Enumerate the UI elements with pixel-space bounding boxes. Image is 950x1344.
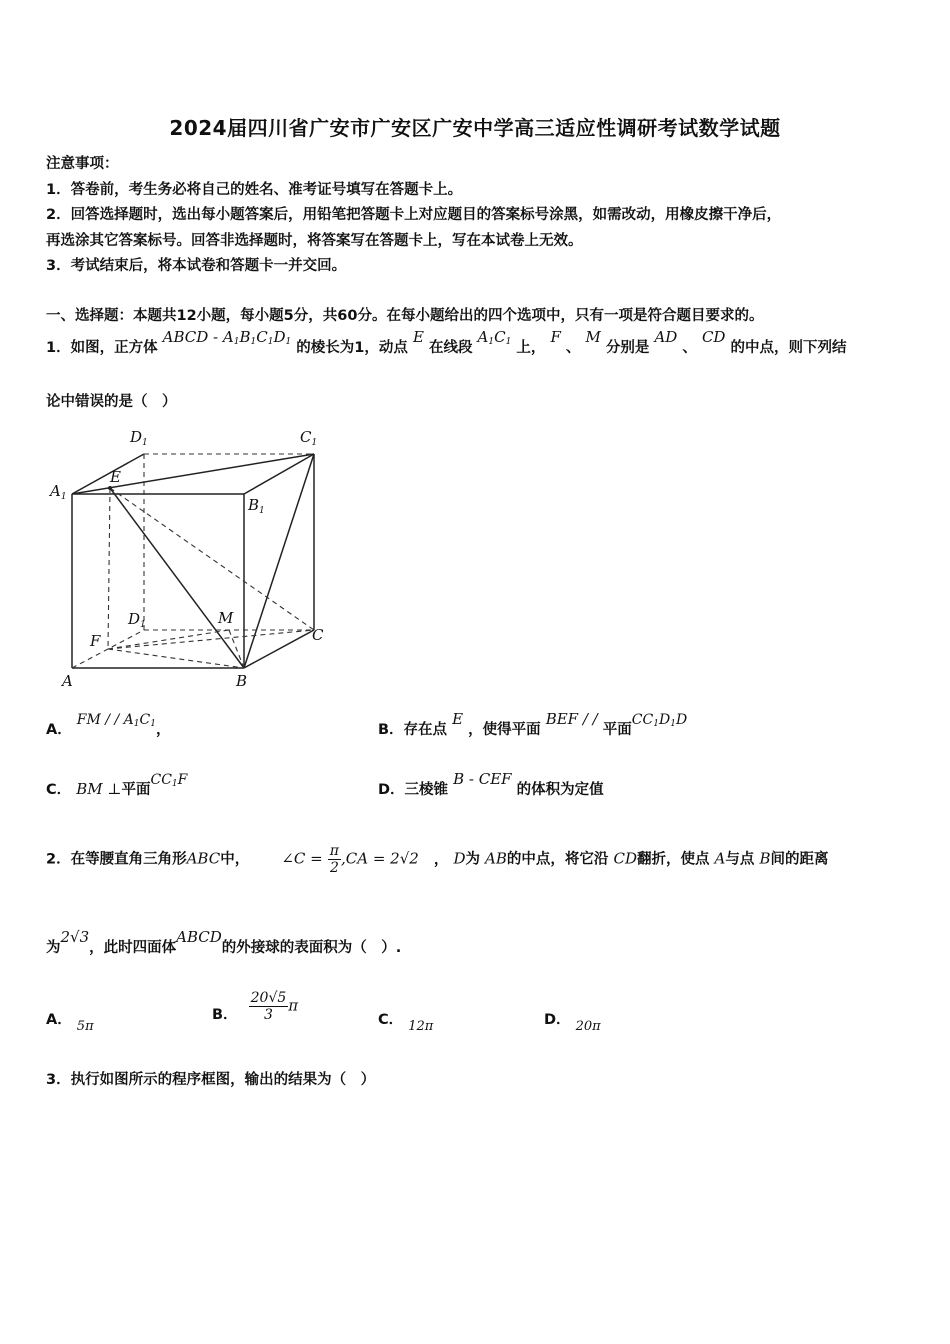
question-2-line-2: 为2√3，此时四面体ABCD的外接球的表面积为（ ）. [46, 928, 402, 956]
label-c1: $C_1$ [300, 428, 318, 448]
q1-segment: $A_1C_1$ [477, 328, 512, 347]
question-1-line-2: 论中错误的是（ ） [46, 394, 177, 410]
q2-option-a[interactable]: A． 5π [46, 1012, 94, 1034]
q1-text-1: 1．如图，正方体 [46, 340, 158, 356]
q1-point-f: F [550, 328, 561, 346]
label-a: A [62, 672, 73, 690]
label-m: M [218, 609, 234, 627]
segment-f-b [108, 649, 244, 668]
q1-edge-cd: CD [701, 328, 726, 346]
q1-option-a[interactable]: A． FM / / $A_1C_1$， [46, 712, 171, 738]
question-3: 3．执行如图所示的程序框图，输出的结果为（ ） [46, 1072, 376, 1088]
page-title: 2024届四川省广安市广安区广安中学高三适应性调研考试数学试题 [169, 116, 781, 140]
point-e-dot [108, 486, 112, 490]
section-heading: 一、选择题：本题共12小题，每小题5分，共60分。在每小题给出的四个选项中，只有一项是符合题目要求的。 [46, 308, 764, 324]
q1-text-2: 的棱长为1，动点 [296, 340, 408, 356]
segment-e-b [110, 488, 244, 668]
question-1-line-1 [46, 328, 847, 357]
q1-option-c[interactable]: C． BM ⊥平面$CC_1F$ [46, 772, 188, 798]
label-e: E [110, 468, 121, 486]
q1-option-d[interactable]: D．三棱锥 B - CEF 的体积为定值 [378, 770, 604, 798]
segment-e-c [110, 488, 314, 630]
notice-item-1: 1．答卷前，考生务必将自己的姓名、准考证号填写在答题卡上。 [46, 182, 463, 198]
question-2-line-1: 2．在等腰直角三角形ABC中， ∠C = $\frac{\pi}{2}$ ,CA = 2√2 ， D为 AB的中点，将它沿 CD翻折，使点 A与点 B间的距离 [46, 843, 829, 876]
q1-option-b[interactable]: B．存在点 E ，使得平面 BEF / / 平面$CC_1D_1D$ [378, 710, 688, 738]
q1-point-m: M [585, 328, 601, 346]
segment-m-b [229, 630, 244, 668]
label-c: C [312, 626, 324, 644]
label-d: $D_1$ [128, 610, 146, 630]
cube-figure [48, 420, 348, 695]
q1-text-5: 分别是 [605, 340, 650, 356]
q1-sep-1: 、 [565, 340, 581, 356]
notice-item-3: 3．考试结束后，将本试卷和答题卡一并交回。 [46, 258, 347, 274]
q2-option-c[interactable]: C． 12π [378, 1012, 434, 1034]
q2-option-d[interactable]: D． 20π [544, 1012, 601, 1034]
q1-sep-2: 、 [682, 340, 697, 356]
notice-item-2b: 再选涂其它答案标号。回答非选择题时，将答案写在答题卡上，写在本试卷上无效。 [46, 233, 583, 249]
label-d1: $D_1$ [130, 428, 148, 448]
q1-edge-ad: AD [654, 328, 678, 346]
q2-option-b[interactable]: B． $\frac{20√5}{3}$ π [212, 990, 299, 1023]
notice-heading: 注意事项： [46, 156, 119, 172]
segment-e-f [108, 488, 110, 649]
q1-text-3: 在线段 [428, 340, 473, 356]
label-b: B [236, 672, 248, 690]
notice-item-2a: 2．回答选择题时，选出每小题答案后，用铅笔把答题卡上对应题目的答案标号涂黑，如需改动，用橡皮擦干净后， [46, 207, 782, 223]
label-a1: $A_1$ [50, 482, 67, 502]
q1-text-4: 上， [516, 340, 546, 356]
q1-text-6: 的中点，则下列结 [730, 340, 847, 356]
label-b1: $B_1$ [248, 496, 265, 516]
fraction-pi-over-2: $\frac{\pi}{2}$ [329, 843, 339, 876]
q1-point-e: E [412, 328, 424, 346]
q1-cube-name: ABCD - $A_1B_1C_1D_1$ [162, 328, 292, 347]
label-f: F [90, 632, 101, 650]
